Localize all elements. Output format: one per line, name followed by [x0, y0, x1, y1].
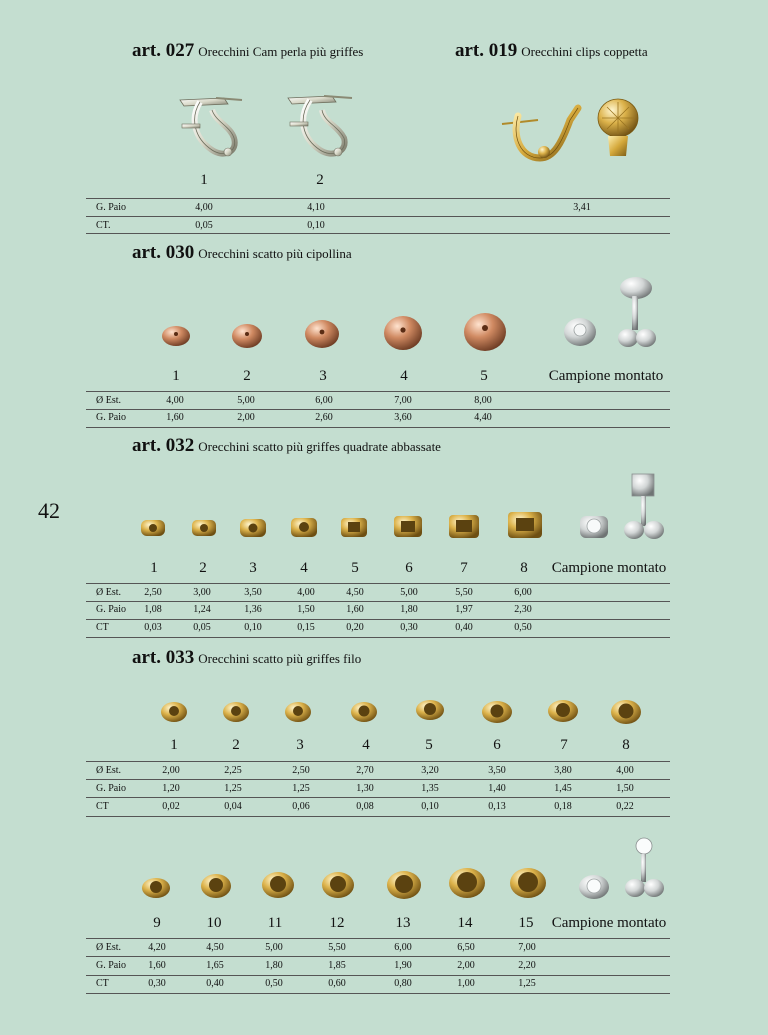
- table-cell: 0,10: [421, 801, 439, 812]
- table-cell: 1,97: [455, 604, 473, 615]
- product-image-art019-clip: [498, 96, 588, 166]
- table-divider: [86, 619, 670, 620]
- table-cell: 0,20: [346, 622, 364, 633]
- table-cell: 0,18: [554, 801, 572, 812]
- table-divider: [86, 409, 670, 410]
- table-cell: 4,50: [346, 587, 364, 598]
- table-cell: 5,00: [400, 587, 418, 598]
- table-cell: 0,05: [195, 220, 213, 231]
- table-cell: 1,60: [148, 960, 166, 971]
- item-number: 2: [243, 368, 251, 384]
- table-divider: [86, 975, 670, 976]
- table-divider: [86, 233, 670, 234]
- product-image-art030-5: [464, 313, 506, 351]
- row-label: CT.: [96, 220, 111, 231]
- row-label: Ø Est.: [96, 587, 121, 598]
- item-number: 3: [319, 368, 327, 384]
- item-label-sample: Campione montato: [551, 915, 667, 931]
- row-label: CT: [96, 978, 109, 989]
- table-cell: 1,25: [224, 783, 242, 794]
- table-cell: 5,00: [237, 395, 255, 406]
- product-image-art030-1: [162, 326, 190, 346]
- product-image-art033-12: [322, 872, 354, 898]
- product-image-art027-2: [280, 88, 360, 163]
- table-cell: 1,24: [193, 604, 211, 615]
- table-cell: 4,10: [307, 202, 325, 213]
- table-cell: 1,80: [265, 960, 283, 971]
- item-number: 8: [622, 737, 630, 753]
- product-image-art033-8: [611, 700, 641, 724]
- item-number: 2: [232, 737, 240, 753]
- table-cell: 0,15: [297, 622, 315, 633]
- table-cell: 0,50: [265, 978, 283, 989]
- section-title-art019: [455, 40, 648, 62]
- table-cell: 0,22: [616, 801, 634, 812]
- product-image-art019-cup: [594, 96, 644, 162]
- row-label: CT: [96, 622, 109, 633]
- row-label: G. Paio: [96, 960, 126, 971]
- item-number: 3: [296, 737, 304, 753]
- product-image-art033-5: [416, 700, 444, 720]
- product-image-art032-3: [240, 519, 266, 537]
- row-label: Ø Est.: [96, 765, 121, 776]
- table-cell: 0,03: [144, 622, 162, 633]
- table-cell: 4,50: [206, 942, 224, 953]
- table-cell: 0,80: [394, 978, 412, 989]
- product-image-art032-8: [508, 512, 542, 538]
- table-cell: 3,60: [394, 412, 412, 423]
- table-cell: 1,90: [394, 960, 412, 971]
- item-number: 7: [460, 560, 468, 576]
- row-label: Ø Est.: [96, 942, 121, 953]
- section-title-art033: [132, 647, 361, 669]
- table-cell: 2,00: [162, 765, 180, 776]
- item-number: 5: [351, 560, 359, 576]
- table-cell: 2,50: [292, 765, 310, 776]
- product-image-art032-2: [192, 520, 216, 536]
- product-image-art027-1: [172, 88, 252, 163]
- item-number: 3: [249, 560, 257, 576]
- table-cell: 1,60: [346, 604, 364, 615]
- item-number: 1: [200, 172, 208, 188]
- table-cell: 1,36: [244, 604, 262, 615]
- table-cell: 0,13: [488, 801, 506, 812]
- art-number: art. 033: [132, 647, 195, 668]
- table-divider: [86, 797, 670, 798]
- table-cell: 2,30: [514, 604, 532, 615]
- table-cell: 1,50: [616, 783, 634, 794]
- row-label: G. Paio: [96, 202, 126, 213]
- product-image-art032-6: [394, 516, 422, 537]
- product-image-art030-2: [232, 324, 262, 348]
- product-image-art030-4: [384, 316, 422, 350]
- item-number: 6: [405, 560, 413, 576]
- art-description: Orecchini scatto più griffes quadrate abbassate: [198, 439, 441, 454]
- section-title-art030: [132, 242, 352, 264]
- table-cell: 1,20: [162, 783, 180, 794]
- page-number: 42: [38, 498, 60, 523]
- item-number: 15: [518, 915, 534, 931]
- art-description: Orecchini scatto più cipollina: [198, 246, 352, 261]
- table-cell: 2,20: [518, 960, 536, 971]
- product-image-art032-sample: [580, 474, 664, 539]
- table-divider: [86, 816, 670, 817]
- table-cell: 0,50: [514, 622, 532, 633]
- art-number: art. 019: [455, 40, 518, 61]
- table-divider: [86, 993, 670, 994]
- table-divider: [86, 956, 670, 957]
- table-divider: [86, 427, 670, 428]
- table-cell: 6,00: [315, 395, 333, 406]
- table-cell: 0,30: [148, 978, 166, 989]
- item-number: 11: [267, 915, 283, 931]
- table-cell: 1,50: [297, 604, 315, 615]
- product-image-art032-1: [141, 520, 165, 536]
- table-cell: 3,00: [193, 587, 211, 598]
- product-image-art030-sample: [564, 277, 656, 347]
- table-divider: [86, 391, 670, 392]
- product-image-art030-3: [305, 320, 339, 348]
- product-image-art033-15: [510, 868, 546, 898]
- table-cell: 0,60: [328, 978, 346, 989]
- item-number: 12: [329, 915, 345, 931]
- table-cell: 4,00: [195, 202, 213, 213]
- product-images-art030: [0, 270, 768, 360]
- art-description: Orecchini scatto più griffes filo: [198, 651, 362, 666]
- item-number: 4: [300, 560, 308, 576]
- item-number: 10: [206, 915, 222, 931]
- table-cell: 0,10: [307, 220, 325, 231]
- table-cell: 1,25: [518, 978, 536, 989]
- product-image-art033-9: [142, 878, 170, 898]
- table-cell: 1,40: [488, 783, 506, 794]
- table-cell: 7,00: [394, 395, 412, 406]
- art-description: Orecchini Cam perla più griffes: [198, 44, 364, 59]
- row-label: G. Paio: [96, 783, 126, 794]
- table-cell: 2,70: [356, 765, 374, 776]
- section-title-art027: [132, 40, 363, 62]
- table-cell: 5,50: [328, 942, 346, 953]
- table-cell: 8,00: [474, 395, 492, 406]
- table-cell: 2,25: [224, 765, 242, 776]
- product-image-art033-4: [351, 702, 377, 722]
- table-cell: 6,00: [514, 587, 532, 598]
- art-number: art. 032: [132, 435, 195, 456]
- item-number: 4: [362, 737, 370, 753]
- table-cell: 1,85: [328, 960, 346, 971]
- product-image-art033-2: [223, 702, 249, 722]
- table-cell: 1,65: [206, 960, 224, 971]
- row-label: CT: [96, 801, 109, 812]
- table-cell: 1,08: [144, 604, 162, 615]
- product-image-art033-sample: [579, 838, 664, 899]
- table-divider: [86, 779, 670, 780]
- item-number: 1: [150, 560, 158, 576]
- product-image-art033-10: [201, 874, 231, 898]
- item-number: 1: [172, 368, 180, 384]
- table-cell: 1,30: [356, 783, 374, 794]
- product-image-art033-6: [482, 701, 512, 723]
- item-number: 9: [153, 915, 161, 931]
- table-cell: 3,20: [421, 765, 439, 776]
- table-cell: 1,60: [166, 412, 184, 423]
- table-cell: 6,00: [394, 942, 412, 953]
- product-images-art033-b: [0, 832, 768, 910]
- table-cell: 3,41: [573, 202, 591, 213]
- table-cell: 1,35: [421, 783, 439, 794]
- table-cell: 4,00: [297, 587, 315, 598]
- product-images-art033-a: [0, 690, 768, 730]
- table-cell: 4,40: [474, 412, 492, 423]
- product-image-art032-4: [291, 518, 317, 537]
- row-label: G. Paio: [96, 604, 126, 615]
- table-cell: 0,05: [193, 622, 211, 633]
- table-cell: 4,20: [148, 942, 166, 953]
- table-cell: 0,40: [206, 978, 224, 989]
- item-number: 1: [170, 737, 178, 753]
- item-number: 5: [480, 368, 488, 384]
- art-description: Orecchini clips coppetta: [521, 44, 648, 59]
- table-divider: [86, 938, 670, 939]
- product-image-art032-7: [449, 515, 479, 538]
- item-number: 14: [457, 915, 473, 931]
- item-number: 6: [493, 737, 501, 753]
- table-divider: [86, 583, 670, 584]
- table-cell: 1,80: [400, 604, 418, 615]
- product-image-art033-13: [387, 871, 421, 899]
- table-cell: 1,25: [292, 783, 310, 794]
- item-number: 7: [560, 737, 568, 753]
- table-cell: 0,08: [356, 801, 374, 812]
- item-number: 2: [199, 560, 207, 576]
- product-image-art033-14: [449, 868, 485, 898]
- item-label-sample: Campione montato: [548, 368, 664, 384]
- table-cell: 3,50: [244, 587, 262, 598]
- item-number: 13: [395, 915, 411, 931]
- table-divider: [86, 198, 670, 199]
- table-cell: 5,00: [265, 942, 283, 953]
- art-number: art. 030: [132, 242, 195, 263]
- table-cell: 2,00: [237, 412, 255, 423]
- table-cell: 2,50: [144, 587, 162, 598]
- row-label: G. Paio: [96, 412, 126, 423]
- table-cell: 1,45: [554, 783, 572, 794]
- table-cell: 1,00: [457, 978, 475, 989]
- table-cell: 0,10: [244, 622, 262, 633]
- item-number: 2: [316, 172, 324, 188]
- table-cell: 7,00: [518, 942, 536, 953]
- table-divider: [86, 216, 670, 217]
- table-cell: 5,50: [455, 587, 473, 598]
- table-cell: 4,00: [166, 395, 184, 406]
- table-divider: [86, 601, 670, 602]
- product-image-art033-3: [285, 702, 311, 722]
- product-images-art032: [0, 470, 768, 550]
- table-cell: 6,50: [457, 942, 475, 953]
- product-image-art033-7: [548, 700, 578, 722]
- item-number: 4: [400, 368, 408, 384]
- table-cell: 0,02: [162, 801, 180, 812]
- table-cell: 0,06: [292, 801, 310, 812]
- table-cell: 2,00: [457, 960, 475, 971]
- table-divider: [86, 637, 670, 638]
- table-cell: 3,50: [488, 765, 506, 776]
- product-image-art033-11: [262, 872, 294, 898]
- section-title-art032: [132, 435, 441, 457]
- table-divider: [86, 761, 670, 762]
- product-image-art032-5: [341, 518, 367, 537]
- table-cell: 4,00: [616, 765, 634, 776]
- table-cell: 3,80: [554, 765, 572, 776]
- art-number: art. 027: [132, 40, 195, 61]
- table-cell: 0,40: [455, 622, 473, 633]
- item-label-sample: Campione montato: [551, 560, 667, 576]
- table-cell: 2,60: [315, 412, 333, 423]
- product-image-art033-1: [161, 702, 187, 722]
- item-number: 8: [520, 560, 528, 576]
- table-cell: 0,30: [400, 622, 418, 633]
- row-label: Ø Est.: [96, 395, 121, 406]
- table-cell: 0,04: [224, 801, 242, 812]
- item-number: 5: [425, 737, 433, 753]
